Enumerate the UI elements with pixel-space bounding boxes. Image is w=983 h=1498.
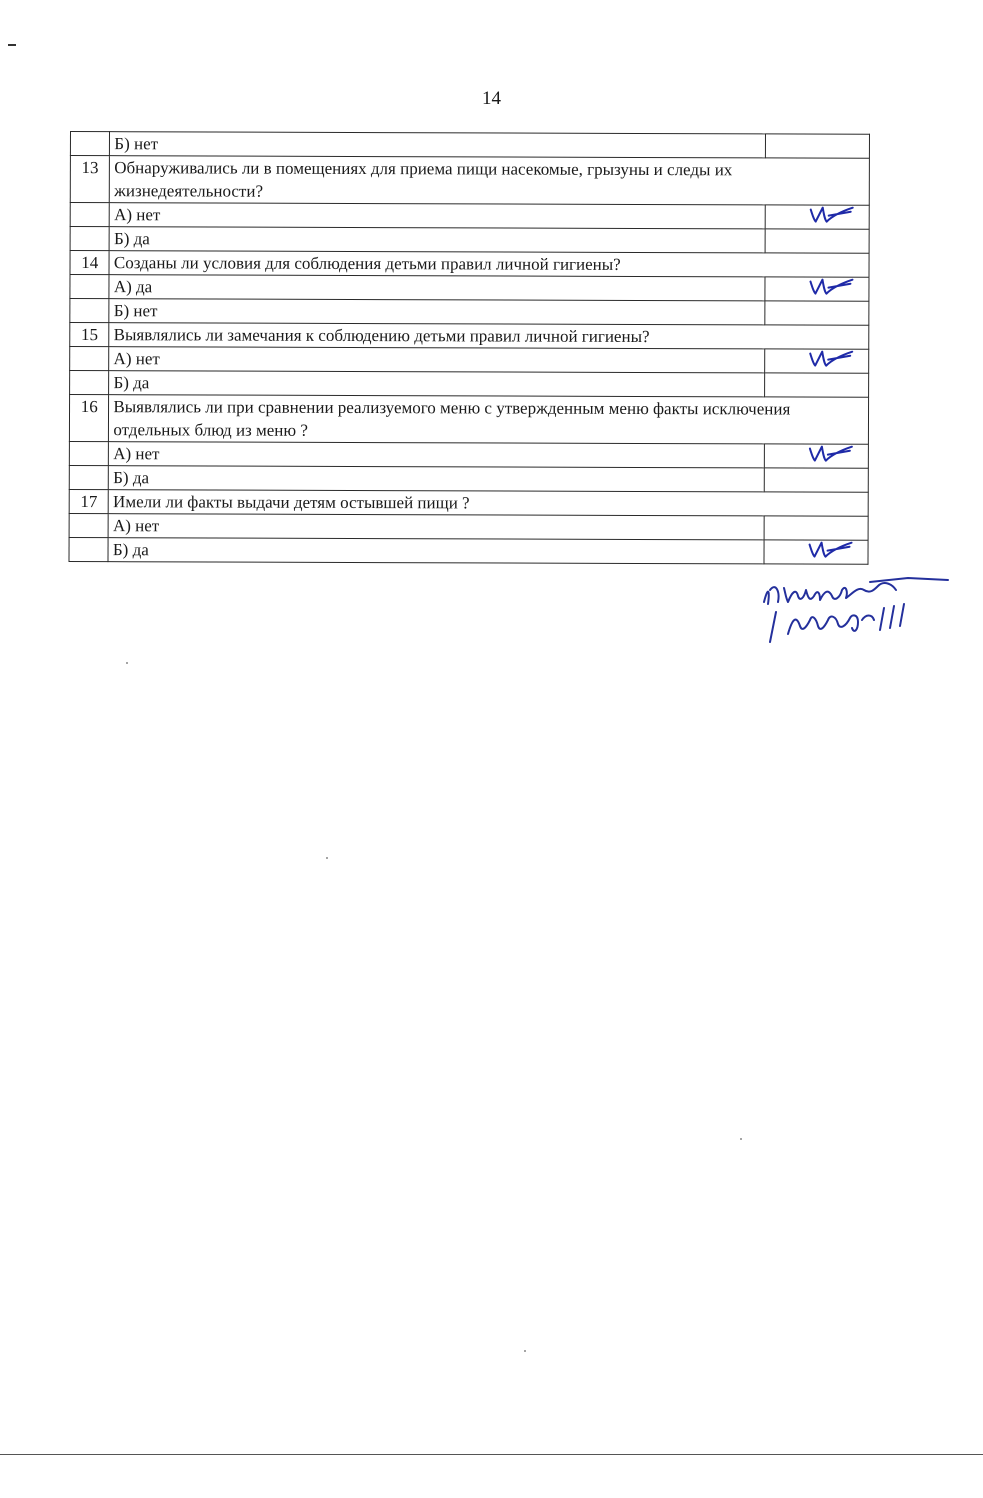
option-label: Б) да (109, 227, 765, 253)
mark-cell (764, 540, 868, 564)
question-text: Имели ли факты выдачи детям остывшей пищи ? (109, 490, 869, 517)
row-number-cell (70, 227, 109, 251)
option-label: Б) нет (109, 299, 765, 325)
option-row (70, 347, 869, 374)
mark-cell (765, 468, 869, 492)
speck (524, 1350, 526, 1352)
survey-table (68, 131, 869, 565)
question-number: 14 (70, 251, 109, 275)
row-number-cell (69, 441, 108, 465)
row-number-cell (70, 132, 109, 156)
mark-cell (765, 373, 869, 397)
question-row (69, 395, 868, 445)
row-number-cell (70, 371, 109, 395)
mark-cell (766, 134, 870, 158)
question-number: 16 (69, 395, 109, 442)
row-number-cell (70, 299, 109, 323)
option-row (70, 371, 869, 398)
mark-cell (765, 277, 869, 301)
row-number-cell (70, 203, 109, 227)
option-label: А) нет (109, 442, 765, 468)
option-label: А) нет (108, 514, 764, 540)
mark-cell (765, 229, 869, 253)
option-label: Б) да (109, 371, 765, 397)
row-number-cell (69, 465, 108, 489)
check-mark-icon (805, 537, 855, 563)
option-row (70, 275, 869, 302)
option-label: А) нет (109, 347, 765, 373)
scan-mark (8, 44, 16, 46)
question-text: Обнаруживались ли в помещениях для приема пищи насекомые, грызуны и следы их жизнедеятельности? (110, 156, 870, 206)
table-row (70, 132, 869, 159)
question-number: 17 (69, 489, 108, 513)
mark-cell (765, 349, 869, 373)
mark-cell (766, 205, 870, 229)
row-number-cell (70, 275, 109, 299)
speck (740, 1138, 742, 1140)
question-row (70, 251, 869, 278)
option-label: Б) нет (110, 132, 766, 158)
mark-cell (765, 301, 869, 325)
question-number: 15 (70, 323, 109, 347)
row-number-cell (70, 347, 109, 371)
option-label: Б) да (108, 538, 764, 564)
question-row (70, 323, 869, 350)
question-row (69, 489, 868, 516)
row-number-cell (69, 513, 108, 537)
check-mark-icon (806, 346, 856, 372)
question-number: 13 (70, 156, 110, 203)
question-text: Выявлялись ли замечания к соблюдению детьми правил личной гигиены? (109, 323, 869, 350)
option-row (70, 203, 869, 230)
speck (326, 857, 328, 859)
option-row (69, 441, 868, 468)
question-text: Выявлялись ли при сравнении реализуемого меню с утвержденным меню факты исключения отдельных блюд из меню ? (109, 395, 869, 445)
option-row (69, 513, 868, 540)
check-mark-icon (806, 274, 856, 300)
handwritten-signature (758, 568, 958, 648)
mark-cell (765, 444, 869, 468)
question-row (70, 156, 869, 206)
speck (126, 662, 128, 664)
page-number: 14 (482, 88, 501, 109)
check-mark-icon (806, 441, 856, 467)
check-mark-icon (807, 202, 857, 228)
option-row (70, 299, 869, 326)
page-bottom-rule (0, 1454, 983, 1455)
option-row (69, 465, 868, 492)
option-row (69, 537, 868, 564)
option-label: Б) да (109, 466, 765, 492)
row-number-cell (69, 537, 108, 561)
option-label: А) да (109, 275, 765, 301)
option-row (70, 227, 869, 254)
table-body (69, 132, 869, 565)
option-label: А) нет (110, 203, 766, 229)
question-text: Созданы ли условия для соблюдения детьми правил личной гигиены? (109, 251, 869, 278)
